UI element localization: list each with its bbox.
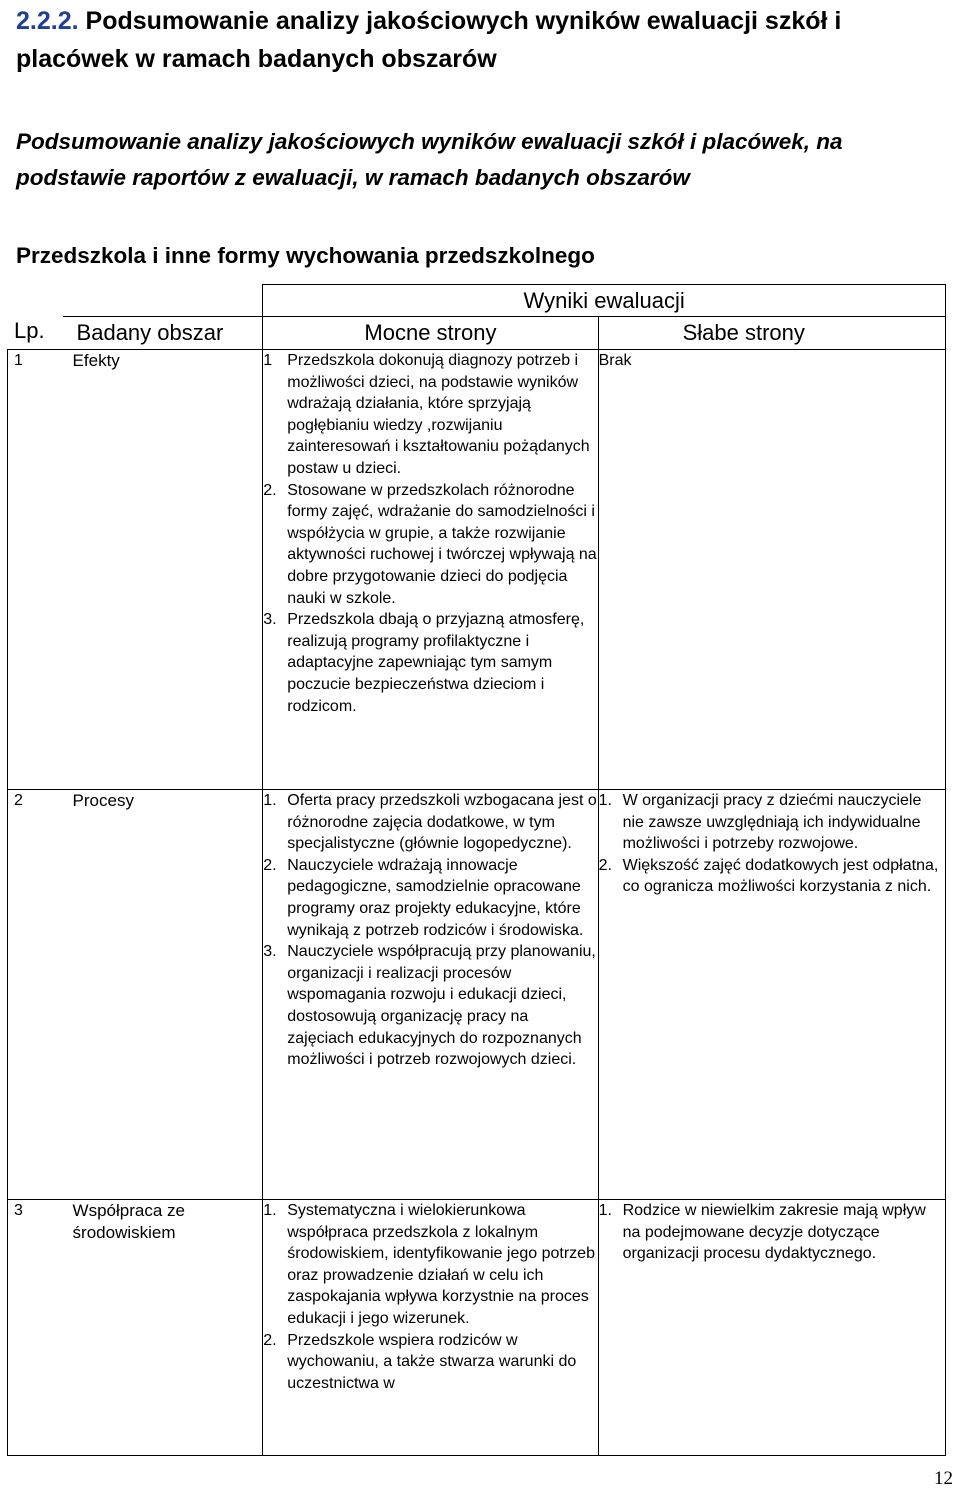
item-text: Systematyczna i wielokierunkowa współpraca przedszkola z lokalnym środowiskiem, identyfikowanie jego potrzeb oraz prowadzenie działań w celu ich zaspokajania wpływa korzystnie na proces edukacji i jego wizerunek.	[287, 1202, 595, 1327]
item-text: W organizacji pracy z dziećmi nauczyciele nie zawsze uwzględniają ich indywidualne możliwości i potrzeby rozwojowe.	[622, 792, 922, 853]
header-lp-cell	[8, 317, 63, 350]
strength-item	[263, 480, 597, 610]
strengths-cell	[263, 790, 598, 1200]
item-text: Rodzice w niewielkim zakresie mają wpływ na podejmowane decyzje dotyczące organizacji procesu dydaktycznego.	[622, 1202, 926, 1263]
row-area: Procesy	[63, 790, 263, 1200]
item-number: 2.	[263, 481, 277, 499]
table-row	[8, 790, 946, 1200]
row-lp: 3	[8, 1200, 63, 1456]
item-text: Nauczyciele wdrażają innowacje pedagogiczne, samodzielnie opracowane programy oraz projekty edukacyjne, które wynikają z potrzeb rodziców i środowiska.	[287, 856, 584, 939]
heading-number: 2.2.2.	[16, 7, 79, 35]
weakness-item	[599, 855, 945, 898]
strengths-cell	[263, 350, 598, 790]
table-row	[8, 1200, 946, 1456]
strengths-cell	[263, 1200, 598, 1456]
col-area-header: Badany obszar	[63, 317, 263, 350]
strength-item	[263, 1200, 597, 1330]
row-lp: 1	[8, 350, 63, 790]
col-strong-header: Mocne strony	[263, 317, 598, 350]
header-spacer-lp	[8, 285, 63, 317]
item-number: 3.	[263, 943, 277, 961]
row-lp: 2	[8, 790, 63, 1200]
row-area: Współpraca ze środowiskiem	[63, 1200, 263, 1456]
section-title: Przedszkola i inne formy wychowania przedszkolnego	[16, 243, 595, 268]
heading-text: Podsumowanie analizy jakościowych wyników ewaluacji szkół i placówek w ramach badanych obszarów	[16, 7, 842, 73]
item-number: 1	[263, 352, 273, 369]
item-number: 2.	[598, 856, 612, 874]
evaluation-table	[7, 284, 946, 1456]
weakness-item	[599, 790, 945, 855]
item-number: 2.	[263, 856, 277, 874]
subheading: Podsumowanie analizy jakościowych wyników ewaluacji szkół i placówek, na podstawie raportów z ewaluacji, w ramach badanych obszarów	[16, 129, 843, 190]
item-text: Przedszkola dbają o przyjazną atmosferę, realizują programy profilaktyczne i adaptacyjne zapewniając tym samym poczucie bezpieczeństwa dzieciom i rodzicom.	[287, 611, 585, 715]
item-text: Oferta pracy przedszkoli wzbogacana jest o różnorodne zajęcia dodatkowe, w tym specjalistyczne (głównie logopedyczne).	[287, 792, 597, 853]
page-number: 12	[934, 1468, 953, 1489]
col-weak-header: Słabe strony	[598, 317, 945, 350]
row-area: Efekty	[63, 350, 263, 790]
item-number: 1.	[263, 792, 277, 809]
header-group-results: Wyniki ewaluacji	[263, 285, 946, 317]
strength-item	[263, 941, 597, 1071]
item-text: Stosowane w przedszkolach różnorodne formy zajęć, wdrażanie do samodzielności i współżycia w grupie, a także rozwijanie aktywności ruchowej i twórczej wpływają na dobre przygotowanie dzieci do podjęcia nauki w szkole.	[287, 481, 597, 607]
item-number: 1.	[598, 1202, 612, 1219]
item-number: 1.	[598, 792, 612, 809]
table-body	[8, 350, 946, 1456]
item-text: Brak	[598, 352, 632, 369]
page-heading	[16, 2, 946, 78]
strength-item	[263, 609, 597, 717]
item-text: Przedszkola dokonują diagnozy potrzeb i możliwości dzieci, na podstawie wyników wdrażają działania, które sprzyjają pogłębianiu wiedzy ,rozwijaniu zainteresowań i kształtowaniu pożądanych postaw u dzieci.	[287, 352, 590, 477]
col-lp-header: Lp.	[14, 318, 45, 343]
strength-item	[263, 790, 597, 855]
weakness-item	[599, 1200, 945, 1265]
weaknesses-cell	[598, 1200, 945, 1456]
weaknesses-cell	[598, 790, 945, 1200]
item-text: Przedszkole wspiera rodziców w wychowaniu, a także stwarza warunki do uczestnictwa w	[287, 1331, 577, 1392]
table-row	[8, 350, 946, 790]
weakness-item	[599, 350, 945, 372]
item-number: 3.	[263, 611, 277, 629]
strength-item	[263, 855, 597, 941]
item-text: Większość zajęć dodatkowych jest odpłatna, co ogranicza możliwości korzystania z nich.	[622, 856, 939, 896]
strength-item	[263, 1330, 597, 1395]
item-number: 2.	[263, 1331, 277, 1349]
weaknesses-cell	[598, 350, 945, 790]
item-text: Nauczyciele współpracują przy planowaniu, organizacji i realizacji procesów wspomagania rozwoju i edukacji dzieci, dostosowują organizację pracy na zajęciach edukacyjnych do rozpoznanych możliwości i potrzeb rozwojowych dzieci.	[287, 943, 596, 1069]
header-spacer-area	[63, 285, 263, 317]
strength-item	[263, 350, 597, 480]
item-number: 1.	[263, 1202, 277, 1219]
